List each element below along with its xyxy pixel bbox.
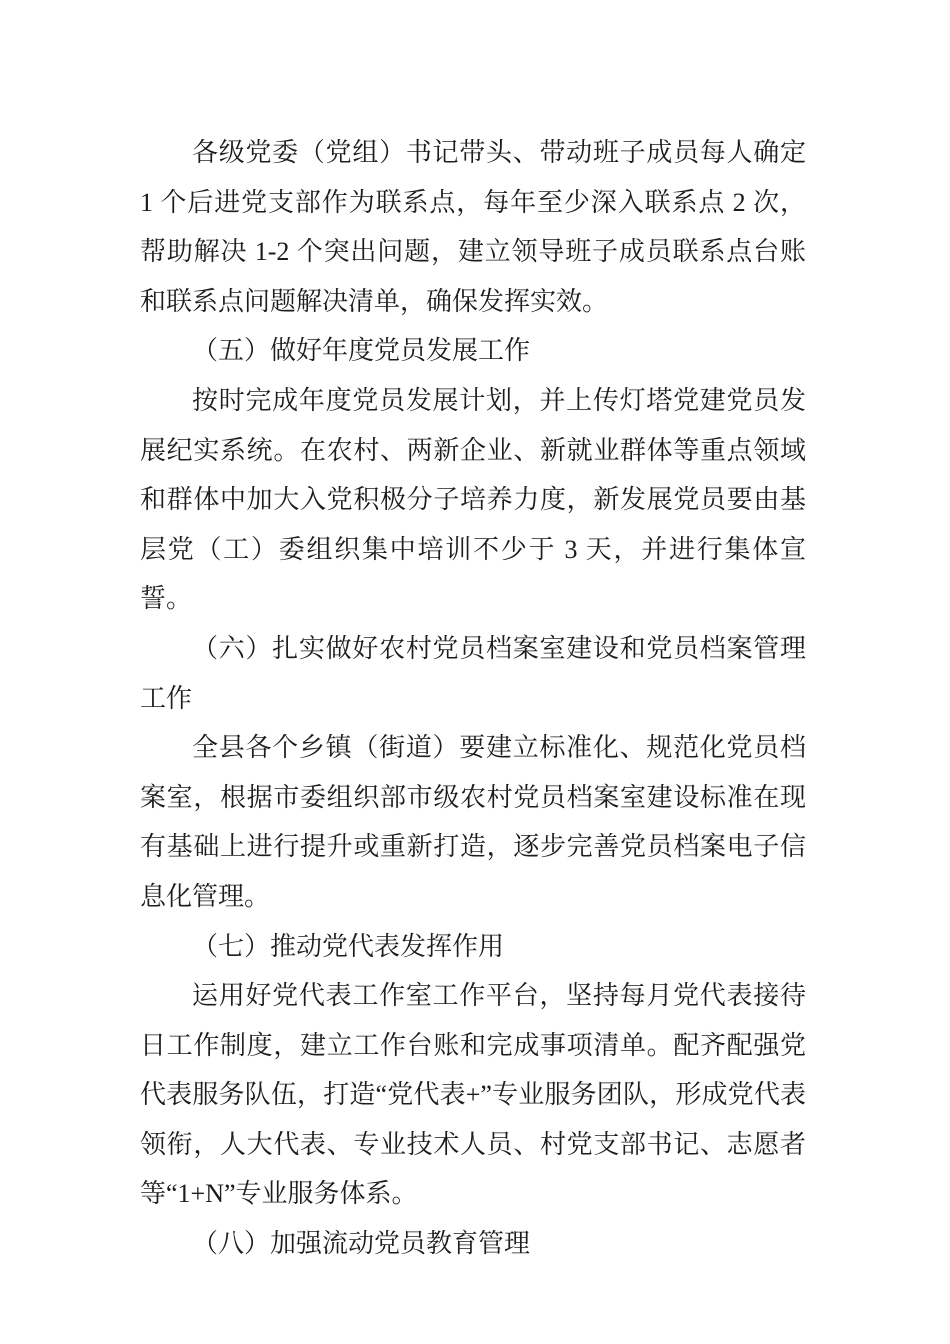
document-body (140, 128, 806, 1269)
section-heading: （七）推动党代表发挥作用 (192, 931, 505, 961)
section-heading: （五）做好年度党员发展工作 (192, 336, 531, 366)
body-paragraph: 全县各个乡镇（街道）要建立标准化、规范化党员档案室，根据市委组织部市级农村党员档案室建设标准在现有基础上进行提升或重新打造，逐步完善党员档案电子信息化管理。 (140, 733, 806, 911)
body-paragraph: 各级党委（党组）书记带头、带动班子成员每人确定 1 个后进党支部作为联系点，每年至少深入联系点 2 次，帮助解决 1-2 个突出问题，建立领导班子成员联系点台账和联系点问题解决清单，确保发挥实效。 (140, 138, 806, 316)
section-heading: （六）扎实做好农村党员档案室建设和党员档案管理工作 (140, 633, 806, 713)
body-paragraph: 按时完成年度党员发展计划，并上传灯塔党建党员发展纪实系统。在农村、两新企业、新就业群体等重点领域和群体中加大入党积极分子培养力度，新发展党员要由基层党（工）委组织集中培训不少于 3 天，并进行集体宣誓。 (140, 385, 806, 614)
body-paragraph: 运用好党代表工作室工作平台，坚持每月党代表接待日工作制度，建立工作台账和完成事项清单。配齐配强党代表服务队伍，打造“党代表+”专业服务团队，形成党代表领衔，人大代表、专业技术人员、村党支部书记、志愿者等“1+N”专业服务体系。 (140, 981, 806, 1209)
section-heading: （八）加强流动党员教育管理 (192, 1229, 531, 1259)
